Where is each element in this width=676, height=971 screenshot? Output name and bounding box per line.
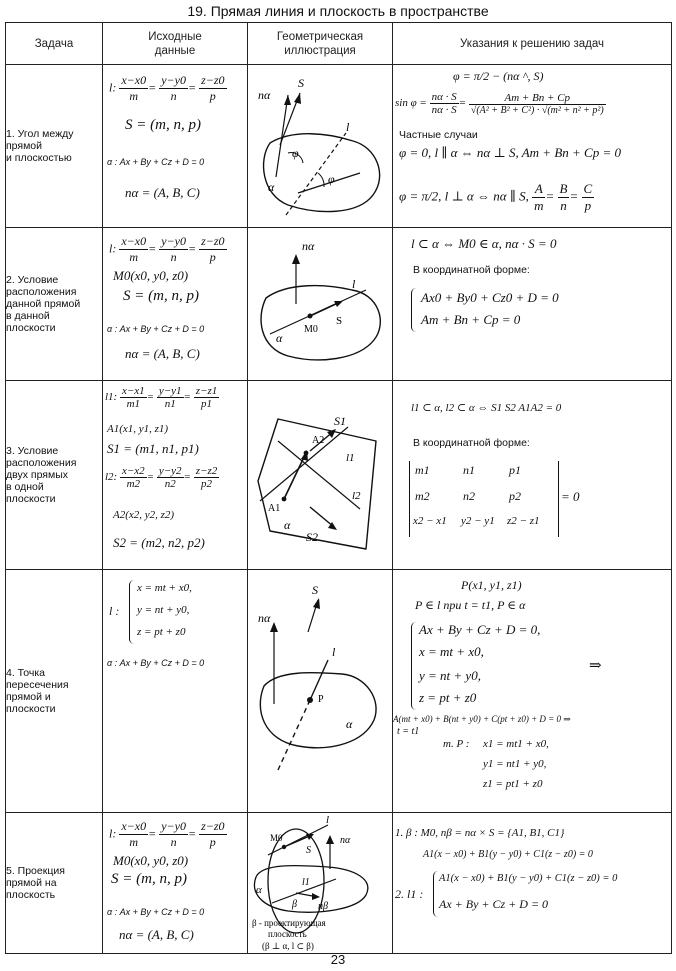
data-cell: l: $\frac{x-x0}{m}$ = $\frac{y-y0}{n}$ = $\frac{z-z0}{p}$ M0(x0, y0, z0) S = (m, n, p) α : Ax + By + Cz + D = 0 nα = (A, B, C): [103, 813, 248, 954]
a1a2-vector: [284, 453, 306, 499]
s-label: S: [298, 76, 304, 90]
page-title: 19. Прямая линия и плоскость в пространстве: [187, 3, 489, 19]
l2-label: l2: [352, 490, 361, 502]
table-row: [6, 570, 672, 813]
n-label: nα: [258, 611, 271, 625]
alpha-label: α: [276, 331, 283, 345]
a1-label: A1: [268, 503, 281, 514]
hint-cell: l1 ⊂ α, l2 ⊂ α ⇔ S1 S2 A1A2 = 0 В координатной форме: m1 n1 p1 m2 n2 p2 x2 − x1 y2 − y1 z2 − z1 = 0: [393, 381, 672, 570]
data-cell: l: $\frac{x-x0}{m}$ = $\frac{y-y0}{n}$ = $\frac{z-z0}{p}$ S = (m, n, p) α : Ax + By + Cz + D = 0 nα = (A, B, C): [103, 65, 248, 228]
alpha-label: α: [268, 180, 275, 194]
alpha-label: α: [256, 884, 262, 896]
alpha-label: α: [346, 717, 353, 731]
illustration-cell: [248, 65, 393, 228]
s-label: S: [312, 583, 318, 597]
task-cell: 1. Угол между прямой и плоскостью: [6, 65, 103, 228]
caption-1: β - проектирующая: [252, 918, 326, 928]
plane-shape: [261, 286, 380, 360]
normal-arrowhead: [270, 622, 278, 632]
caption-3: (β ⊥ α, l ⊂ β): [262, 941, 314, 951]
hint-cell: P(x1, y1, z1) P ∈ l при t = t1, P ∈ α Ax + By + Cz + D = 0, x = mt + x0, y = nt + y0, z = pt + z0 ⇒ A(mt + x0) + B(nt + y0) + C(pt + z0) + D = 0 ⇒ t = t1 m. P : x1 = mt1 + x0, y1 = nt1 + y0, z1 = pt1 + z0: [393, 570, 672, 813]
n-alpha-label: nα: [340, 835, 351, 846]
point-a1: [282, 497, 287, 502]
alpha-label: α: [284, 518, 291, 532]
task-cell: 4. Точка пересечения прямой и плоскости: [6, 570, 103, 813]
hint-cell: 1. β : M0, nβ = nα × S = {A1, B1, C1} A1(x − x0) + B1(y − y0) + C1(z − z0) = 0 2. l1 : A1(x − x0) + B1(y − y0) + C1(z − z0) = 0 Ax + By + Cz + D = 0: [393, 813, 672, 954]
header-row: [6, 23, 672, 65]
projection-figure: [248, 813, 393, 953]
intersection-figure: [248, 570, 393, 812]
caption-2: плоскость: [268, 929, 307, 939]
hint-cell: l ⊂ α ⇔ M0 ∈ α, nα · S = 0 В координатной форме: Ax0 + By0 + Cz0 + D = 0 Am + Bn + Cp = 0: [393, 228, 672, 381]
angle-figure: [248, 65, 393, 227]
point-p: [307, 697, 313, 703]
header-illustration: Геометрическая иллюстрация: [248, 23, 393, 65]
illustration-cell: [248, 228, 393, 381]
normal-beta-arrowhead: [312, 893, 320, 900]
n-beta-label: nβ: [318, 901, 328, 912]
normal-arrowhead: [284, 95, 291, 105]
hint-cell: φ = π/2 − (nα ^, S) sin φ = $\frac{n\alpha \cdot S}{n\alpha \cdot S}$ = $\frac{Am + Bn + Cp}{\text{√(A² + B² + C²) · √(m² + n² + p²)}}$ Частные случаи φ = 0, l ∥ α ⇔ nα ⊥ S, Am + Bn + Cp = 0 φ = π/2, l ⊥ α ⇔ nα ∥ S, $\frac{A}{m}$ = $\frac{B}{n}$ = $\frac{C}{p}$: [393, 65, 672, 228]
l1-label: l1: [302, 877, 310, 888]
s2-label: S2: [306, 530, 318, 544]
l-label: l: [346, 120, 350, 134]
header-hints: Указания к решению задач: [393, 23, 672, 65]
normal-alpha-arrowhead: [326, 835, 334, 844]
table-row: [6, 813, 672, 954]
illustration-cell: [248, 570, 393, 813]
phi-label-2: φ: [328, 172, 335, 186]
plane-shape: [260, 673, 376, 748]
header-task: Задача: [6, 23, 103, 65]
main-table: [5, 22, 672, 954]
m0-label: M0: [270, 833, 283, 843]
l-label: l: [326, 814, 330, 826]
beta-label: β: [292, 899, 297, 910]
data-cell: l: $\frac{x-x0}{m}$ = $\frac{y-y0}{n}$ = $\frac{z-z0}{p}$ M0(x0, y0, z0) S = (m, n, p) α : Ax + By + Cz + D = 0 nα = (A, B, C): [103, 228, 248, 381]
data-cell: l : x = mt + x0, y = nt + y0, z = pt + z0 α : Ax + By + Cz + D = 0: [103, 570, 248, 813]
table-row: [6, 228, 672, 381]
task-cell: 2. Условие расположения данной прямой в данной плоскости: [6, 228, 103, 381]
line-l1: [260, 427, 348, 501]
task-cell: 5. Проекция прямой на плоскость: [6, 813, 103, 954]
s-arrowhead: [294, 93, 301, 104]
point-a2: [304, 451, 309, 456]
l-label: l: [332, 645, 336, 659]
s-label: S: [306, 845, 311, 856]
p-label: P: [318, 694, 324, 705]
s-arrowhead: [313, 598, 320, 609]
illustration-cell: [248, 813, 393, 954]
l-label: l: [352, 277, 356, 291]
page-number: 23: [330, 952, 346, 967]
task-cell: 3. Условие расположения двух прямых в одной плоскости: [6, 381, 103, 570]
normal-arrowhead: [292, 254, 300, 264]
two-lines-figure: [248, 381, 393, 569]
data-cell: l1: $\frac{x-x1}{m1}$ = $\frac{y-y1}{n1}$ = $\frac{z-z1}{p1}$ A1(x1, y1, z1) S1 = (m1, n1, p1) l2: $\frac{x-x2}{m2}$ = $\frac{y-y2}{n2}$ = $\frac{z-z2}{p2}$ A2(x2, y2, z2) S2 = (m2, n2, p2): [103, 381, 248, 570]
s-label: S: [336, 315, 343, 327]
phi-label-1: φ: [292, 146, 299, 160]
line-in-plane-figure: [248, 228, 393, 380]
l1-label: l1: [346, 452, 355, 464]
illustration-cell: [248, 381, 393, 570]
s1-label: S1: [334, 414, 346, 428]
table-row: [6, 381, 672, 570]
table-row: [6, 65, 672, 228]
header-data: Исходные данные: [103, 23, 248, 65]
a2-label: A2: [312, 435, 325, 446]
n-label: nα: [302, 239, 315, 253]
m0-label: M0: [304, 324, 318, 335]
line-l-lower: [278, 700, 310, 770]
s2-vector: [310, 507, 334, 527]
n-label: nα: [258, 88, 271, 102]
s-vector: [310, 302, 340, 316]
